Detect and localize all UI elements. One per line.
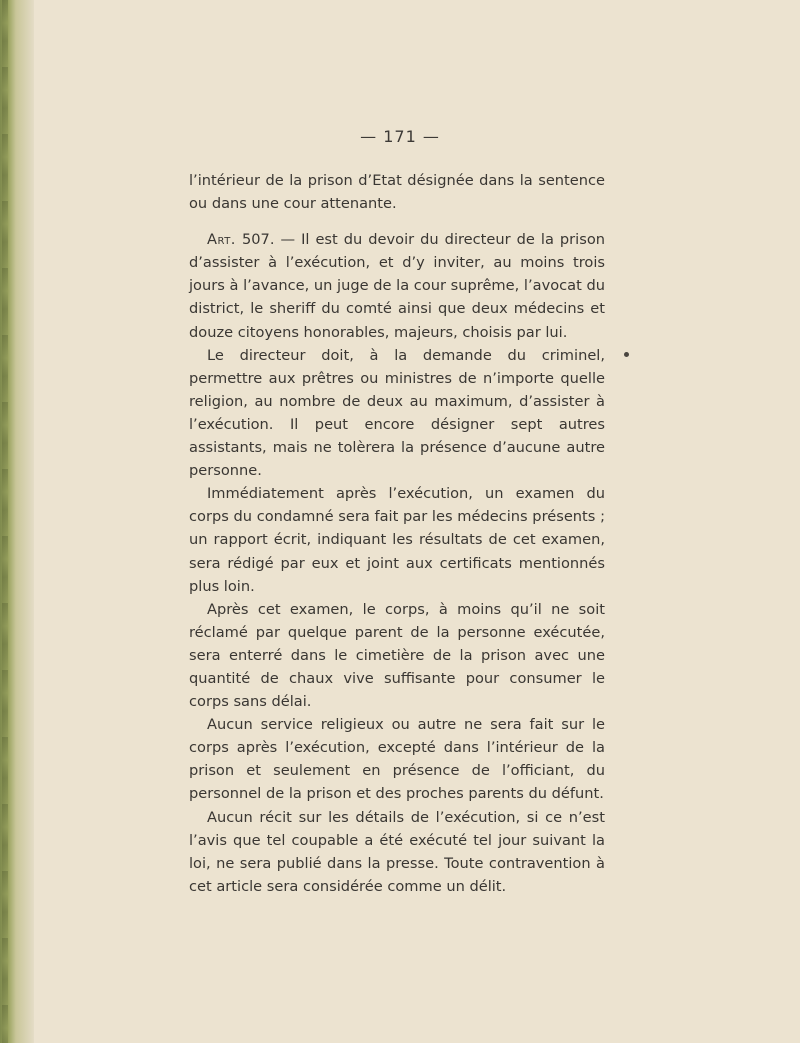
- paragraph-burial: Après cet examen, le corps, à moins qu’il ne soit réclamé par quelque parent de la personne exécutée, sera enterré dans le cimetière de la prison avec une quantité de chaux vive suffisante pour consumer le corps sans délai.: [189, 600, 605, 711]
- article-label: Art.: [207, 231, 236, 249]
- paragraph-religious-ministers: Le directeur doit, à la demande du criminel, permettre aux prêtres ou ministres de n’importe quelle religion, au nombre de deux au maximum, d’assister à l’exécution. Il peut encore désigner sept autres assistants, mais ne tolèrera la présence d’aucune autre personne.: [189, 346, 605, 480]
- paragraph-press: Aucun récit sur les détails de l’exécution, si ce n’est l’avis que tel coupable a été exécuté tel jour suivant la loi, ne sera publié dans la presse. Toute contravention à cet article sera considérée comme un délit.: [189, 808, 605, 895]
- paragraph-religious-service: Aucun service religieux ou autre ne sera fait sur le corps après l’exécution, excepté dans l’intérieur de la prison et seulement en présence de l’officiant, du personnel de la prison et des proches parents du défunt.: [189, 716, 605, 803]
- article-507-text: 507. — Il est du devoir du directeur de la prison d’assister à l’exécution, et d’y inviter, au moins trois jours à l’avance, un juge de la cour suprême, l’avocat du district, le sheriff du comté ainsi que deux médecins et douze citoyens honorables, majeurs, choisis par lui.: [189, 231, 605, 341]
- ink-spot: [624, 352, 629, 357]
- paragraph-continuation: l’intérieur de la prison d’Etat désignée dans la sentence ou dans une cour attenante.: [189, 172, 605, 213]
- body-text: [189, 169, 605, 898]
- article-507-paragraph: [189, 228, 605, 343]
- page-number: — 171 —: [360, 127, 440, 146]
- paragraph-examination: Immédiatement après l’exécution, un examen du corps du condamné sera fait par les médecins présents ; un rapport écrit, indiquant les résultats de cet examen, sera rédigé par eux et joint aux certificats mentionnés plus loin.: [189, 485, 605, 595]
